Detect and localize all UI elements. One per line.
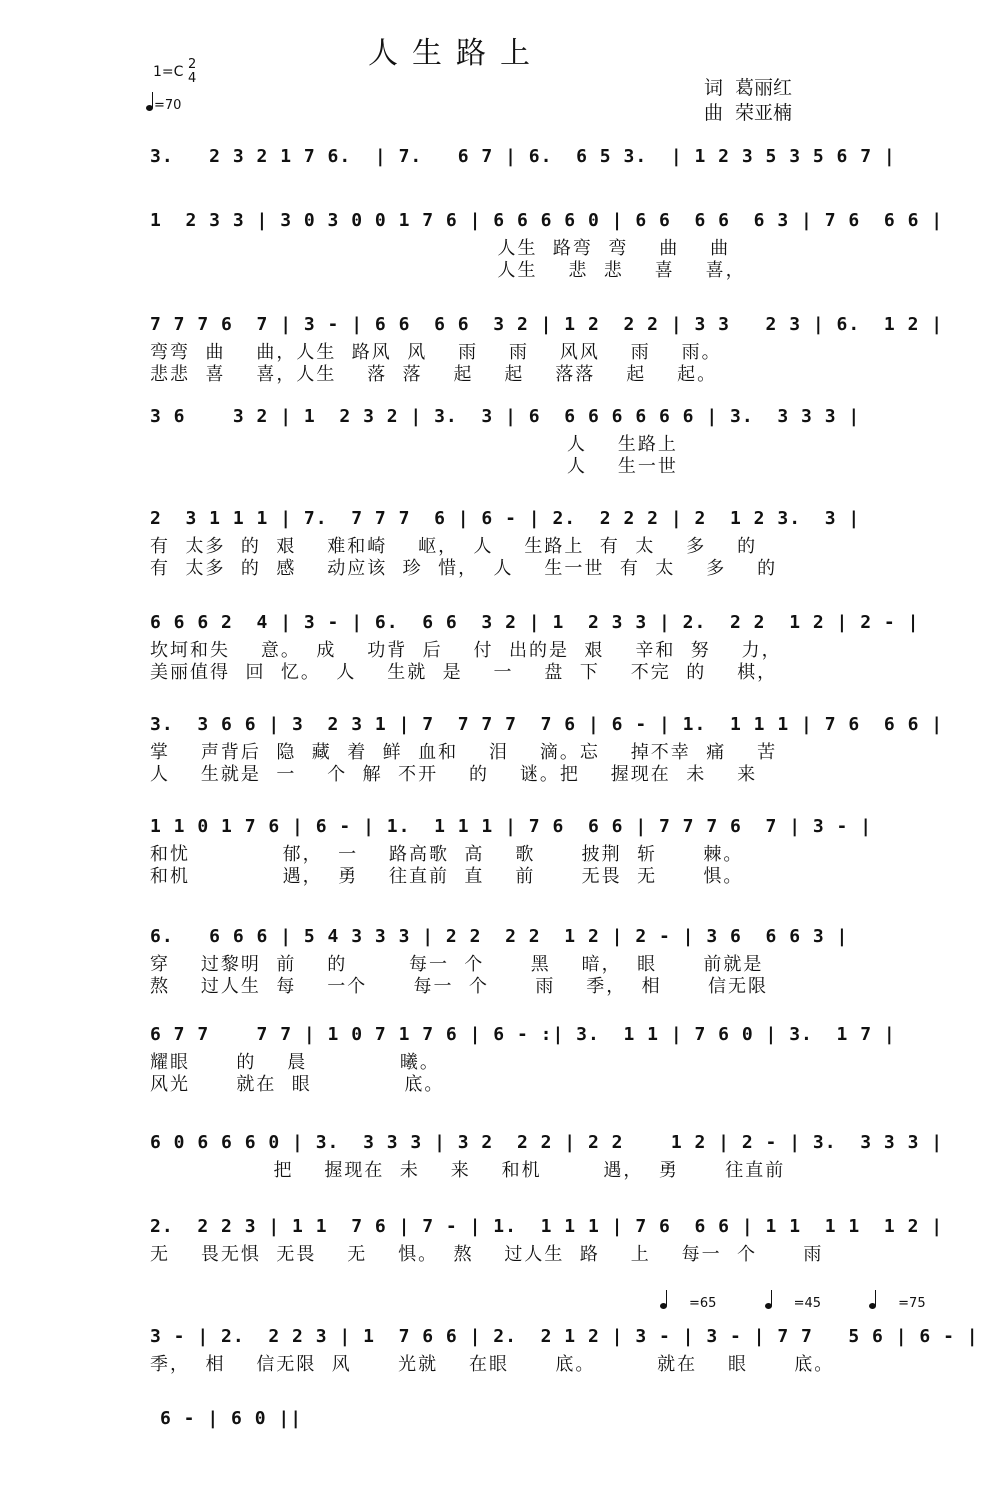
notation-line: 2 3 1 1 1 | 7. 7 7 7 6 | 6 - | 2. 2 2 2 | 2 1 2 3. 3 | — [150, 508, 861, 529]
score-system — [150, 612, 920, 684]
lyric-line-1: 耀眼 的 晨 曦。 — [150, 1052, 440, 1073]
notation-line: 6 6 6 2 4 | 3 - | 6. 6 6 3 2 | 1 2 3 3 | 2. 2 2 1 2 | 2 - | — [150, 612, 920, 633]
lyric-line-2: 人生 悲 悲 喜 喜， — [150, 260, 746, 281]
notation-line: 3 - | 2. 2 2 3 | 1 7 6 6 | 2. 2 1 2 | 3 - | 3 - | 7 7 5 6 | 6 - | — [150, 1326, 979, 1347]
tempo-change — [765, 1296, 843, 1311]
score-system — [150, 1024, 896, 1096]
score-system — [150, 508, 861, 580]
time-bottom: 4 — [188, 71, 197, 86]
notation-line: 1 2 3 3 | 3 0 3 0 0 1 7 6 | 6 6 6 6 0 | 6 6 6 6 6 3 | 7 6 6 6 | — [150, 210, 944, 231]
composer-line — [704, 101, 792, 126]
time-signature — [188, 58, 196, 86]
notation-line: 6 7 7 7 7 | 1 0 7 1 7 6 | 6 - :| 3. 1 1 | 7 6 0 | 3. 1 7 | — [150, 1024, 896, 1045]
score-system — [150, 406, 861, 478]
notation-line: 3. 3 6 6 | 3 2 3 1 | 7 7 7 7 7 6 | 6 - | 1. 1 1 1 | 7 6 6 6 | — [150, 714, 944, 735]
composer-name: 荣亚楠 — [735, 102, 793, 124]
credits — [704, 76, 792, 126]
notation-line: 7 7 7 6 7 | 3 - | 6 6 6 6 3 2 | 1 2 2 2 | 3 3 2 3 | 6. 1 2 | — [150, 314, 944, 335]
score-system — [160, 1408, 828, 1436]
lyric-line-2: 美丽值得 回 忆。 人 生就 是 一 盘 下 不完 的 棋， — [150, 662, 778, 683]
notation-line: 2. 2 2 3 | 1 1 7 6 | 7 - | 1. 1 1 1 | 7 6 6 6 | 1 1 1 1 1 2 | — [150, 1216, 944, 1237]
notation-line: 3 6 3 2 | 1 2 3 2 | 3. 3 | 6 6 6 6 6 6 6 | 3. 3 3 3 | — [150, 406, 861, 427]
lyric-line-1: 弯弯 曲 曲，人生 路风 风 雨 雨 风风 雨 雨。 — [150, 342, 722, 363]
lyricist-label: 词 — [704, 77, 724, 99]
lyric-line-1: 掌 声背后 隐 藏 着 鲜 血和 泪 滴。忘 掉不幸 痛 苦 — [150, 742, 778, 763]
tempo-change — [869, 1296, 947, 1311]
tempo-change-value: =75 — [898, 1296, 926, 1311]
lyric-line-1: 有 太多 的 艰 难和崎 岖， 人 生路上 有 太 多 的 — [150, 536, 758, 557]
time-top: 2 — [188, 57, 197, 72]
tempo-change-value: =45 — [793, 1296, 822, 1311]
tempo-changes — [660, 1296, 970, 1311]
key-signature: 1=C — [153, 64, 184, 80]
lyric-line-1: 人 生路上 — [150, 434, 678, 455]
quarter-note-icon — [765, 1303, 772, 1309]
lyricist-name: 葛丽红 — [735, 77, 793, 99]
score-system — [150, 714, 944, 786]
score-system — [150, 1132, 944, 1182]
lyric-line-2: 人 生就是 一 个 解 不开 的 谜。把 握现在 未 来 — [150, 764, 758, 785]
song-title: 人生路上 — [368, 36, 544, 71]
lyric-line-1: 无 畏无惧 无畏 无 惧。 熬 过人生 路 上 每一 个 雨 — [150, 1244, 824, 1265]
score-system — [150, 926, 849, 998]
lyric-line-1: 和忧 郁， 一 路高歌 高 歌 披荆 斩 棘。 — [150, 844, 744, 865]
score-system — [150, 816, 873, 888]
tempo-change-value: =65 — [689, 1296, 717, 1311]
lyric-line-2: 有 太多 的 感 动应该 珍 惜， 人 生一世 有 太 多 的 — [150, 558, 778, 579]
quarter-note-icon — [660, 1303, 667, 1309]
score-system — [150, 146, 896, 174]
tempo-change — [660, 1296, 738, 1311]
tempo-value: =70 — [154, 98, 182, 113]
lyric-line-1: 人生 路弯 弯 曲 曲 — [150, 238, 731, 259]
lyric-line-1: 穿 过黎明 前 的 每一 个 黑 暗， 眼 前就是 — [150, 954, 764, 975]
notation-line: 3. 2 3 2 1 7 6. | 7. 6 7 | 6. 6 5 3. | 1 2 3 5 3 5 6 7 | — [150, 146, 896, 167]
notation-line: 1 1 0 1 7 6 | 6 - | 1. 1 1 1 | 7 6 6 6 | 7 7 7 6 7 | 3 - | — [150, 816, 873, 837]
notation-line: 6. 6 6 6 | 5 4 3 3 3 | 2 2 2 2 1 2 | 2 - | 3 6 6 6 3 | — [150, 926, 849, 947]
score-system — [150, 1216, 944, 1266]
lyric-line-1: 把 握现在 未 来 和机 遇， 勇 往直前 — [150, 1160, 786, 1181]
notation-line: 6 - | 6 0 || — [160, 1408, 303, 1429]
lyric-line-2: 和机 遇， 勇 往直前 直 前 无畏 无 惧。 — [150, 866, 744, 887]
quarter-note-icon — [146, 105, 153, 111]
lyric-line-1: 坎坷和失 意。 成 功背 后 付 出的是 艰 辛和 努 力， — [150, 640, 782, 661]
lyric-line-2: 风光 就在 眼 底。 — [150, 1074, 445, 1095]
lyric-line-2: 熬 过人生 每 一个 每一 个 雨 季， 相 信无限 — [150, 976, 768, 997]
score-system — [150, 1326, 979, 1376]
lyric-line-2: 人 生一世 — [150, 456, 678, 477]
score-system — [150, 210, 944, 282]
notation-line: 6 0 6 6 6 0 | 3. 3 3 3 | 3 2 2 2 | 2 2 1 2 | 2 - | 3. 3 3 3 | — [150, 1132, 944, 1153]
lyricist-line — [704, 76, 792, 101]
composer-label: 曲 — [704, 102, 724, 124]
tempo-mark — [146, 98, 181, 113]
quarter-note-icon — [869, 1303, 876, 1309]
lyric-line-2: 悲悲 喜 喜，人生 落 落 起 起 落落 起 起。 — [150, 364, 718, 385]
lyric-line-1: 季， 相 信无限 风 光就 在眼 底。 就在 眼 底。 — [150, 1354, 835, 1375]
score-system — [150, 314, 944, 386]
